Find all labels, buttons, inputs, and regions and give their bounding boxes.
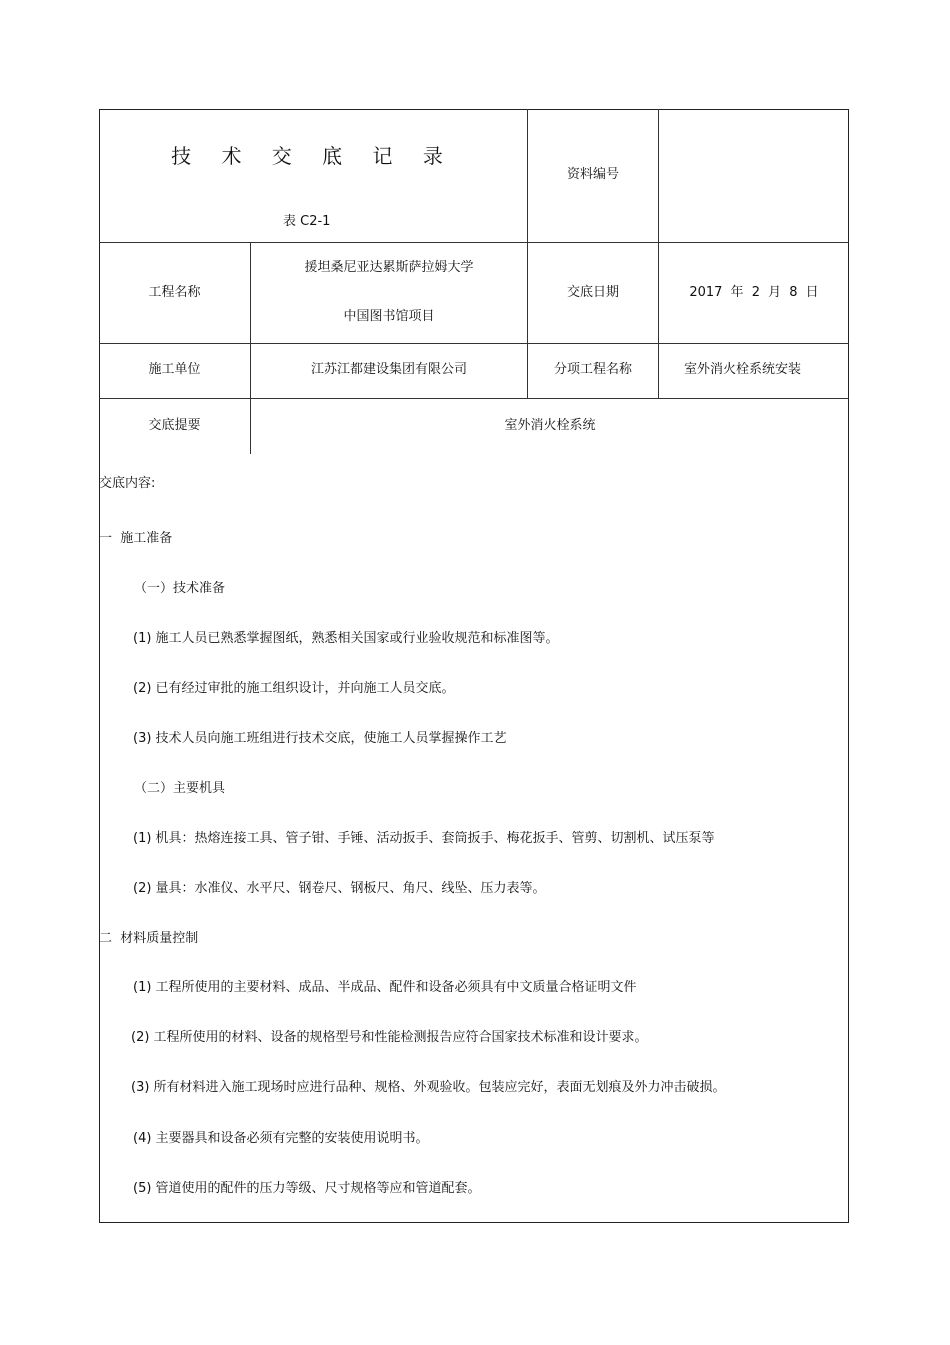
subproject-label: 分项工程名称 bbox=[553, 362, 632, 377]
row-divider bbox=[99, 343, 849, 344]
row-divider bbox=[99, 242, 849, 243]
content-line: (1) 施工人员已熟悉掌握图纸，熟悉相关国家或行业验收规范和标准图等。 bbox=[133, 631, 559, 646]
column-divider bbox=[527, 109, 528, 398]
date-value: 2017 年 2 月 8 日 bbox=[689, 285, 819, 300]
summary-value: 室外消火栓系统 bbox=[504, 418, 596, 433]
doc-no-label: 资料编号 bbox=[566, 167, 619, 182]
row-divider bbox=[99, 398, 849, 399]
subsection-heading: （二）主要机具 bbox=[134, 781, 226, 796]
project-name-line1: 援坦桑尼亚达累斯萨拉姆大学 bbox=[304, 260, 474, 275]
section-heading: 一 施工准备 bbox=[99, 531, 173, 546]
content-line: (2) 量具：水准仪、水平尺、钢卷尺、钢板尺、角尺、线坠、压力表等。 bbox=[133, 881, 546, 896]
summary-label: 交底提要 bbox=[148, 418, 201, 433]
project-label: 工程名称 bbox=[148, 285, 201, 300]
subproject-value: 室外消火栓系统安装 bbox=[684, 362, 802, 377]
section-heading: 二 材料质量控制 bbox=[99, 931, 199, 946]
subsection-heading: （一）技术准备 bbox=[134, 581, 226, 596]
form-title: 技 术 交 底 记 录 bbox=[171, 144, 455, 168]
project-name-line2: 中国图书馆项目 bbox=[343, 309, 435, 324]
content-line: (4) 主要器具和设备必须有完整的安装使用说明书。 bbox=[133, 1131, 429, 1146]
contractor-value: 江苏江都建设集团有限公司 bbox=[310, 362, 467, 377]
date-label: 交底日期 bbox=[566, 285, 619, 300]
content-heading: 交底内容: bbox=[99, 476, 156, 491]
content-line: (2) 已有经过审批的施工组织设计，并向施工人员交底。 bbox=[133, 681, 455, 696]
content-line: (5) 管道使用的配件的压力等级、尺寸规格等应和管道配套。 bbox=[133, 1181, 481, 1196]
content-line: (1) 机具：热熔连接工具、管子钳、手锤、活动扳手、套筒扳手、梅花扳手、管剪、切割机、试压泵等 bbox=[133, 831, 715, 846]
content-line: (3) 所有材料进入施工现场时应进行品种、规格、外观验收。包装应完好，表面无划痕及外力冲击破损。 bbox=[131, 1080, 726, 1095]
contractor-label: 施工单位 bbox=[148, 362, 201, 377]
content-line: (1) 工程所使用的主要材料、成品、半成品、配件和设备必须具有中文质量合格证明文件 bbox=[133, 980, 637, 995]
column-divider bbox=[658, 109, 659, 398]
content-line: (3) 技术人员向施工班组进行技术交底，使施工人员掌握操作工艺 bbox=[133, 731, 507, 746]
content-line: (2) 工程所使用的材料、设备的规格型号和性能检测报告应符合国家技术标准和设计要求。 bbox=[131, 1030, 648, 1045]
form-code: 表 C2-1 bbox=[283, 214, 331, 229]
